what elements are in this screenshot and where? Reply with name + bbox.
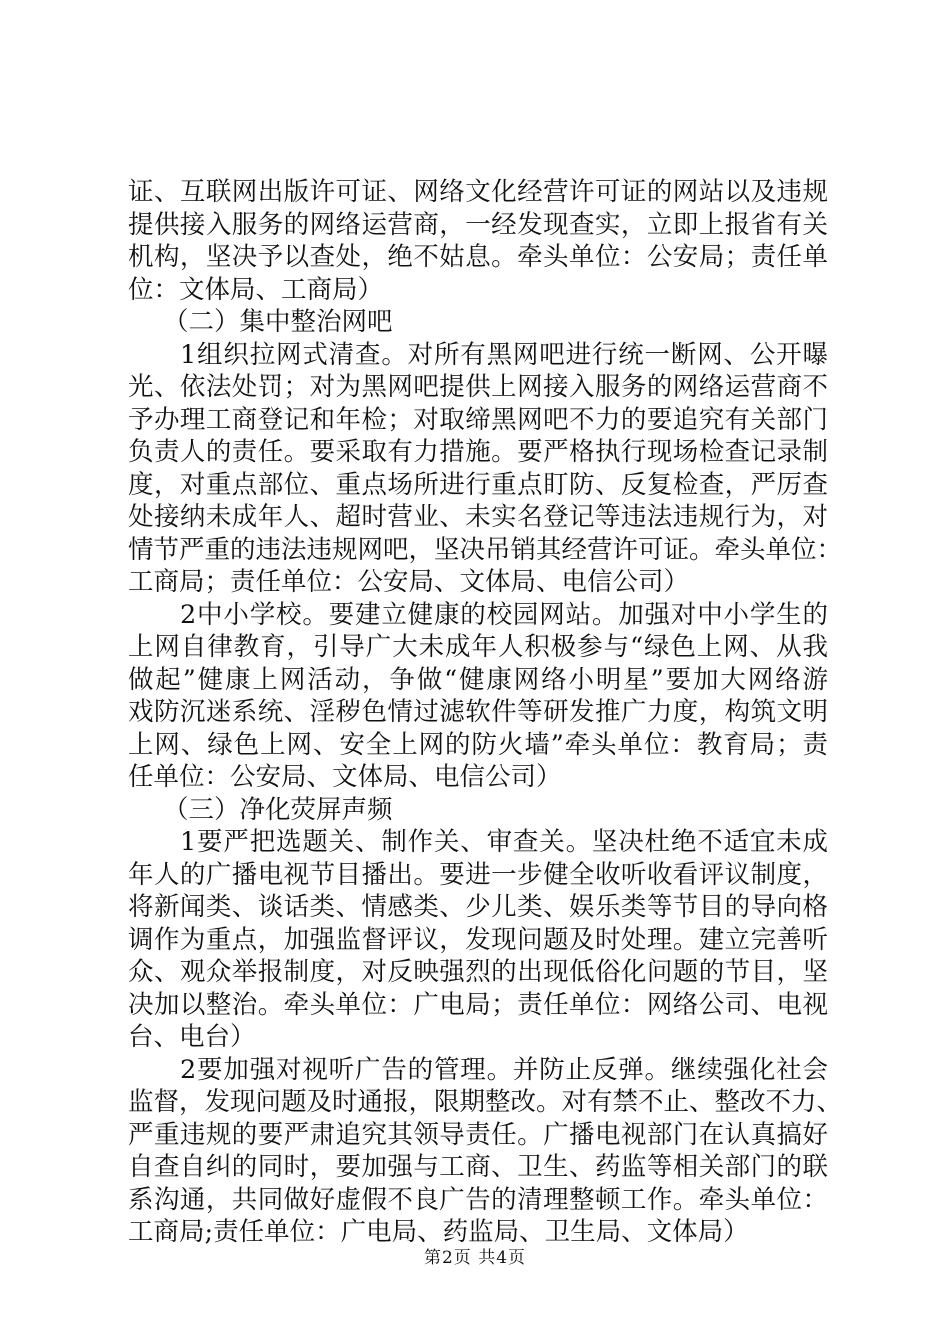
text-line: 决加以整治。牵头单位：广电局；责任单位：网络公司、电视 — [128, 989, 828, 1020]
text-line: 监督，发现问题及时通报，限期整改。对有禁不止、整改不力、 — [128, 1087, 843, 1117]
text-line: 工商局；责任单位：公安局、文体局、电信公司） — [128, 567, 690, 597]
text-line: 工商局;责任单位：广电局、药监局、卫生局、文体局） — [128, 1217, 749, 1247]
text-line: 2中小学校。要建立健康的校园网站。加强对中小学生的 — [180, 599, 828, 630]
text-line: 证、互联网出版许可证、网络文化经营许可证的网站以及违规 — [128, 177, 828, 207]
text-line: 上网自律教育，引导广大未成年人积极参与“绿色上网、从我 — [128, 632, 828, 662]
text-line: 机构，坚决予以查处，绝不姑息。牵头单位：公安局；责任单 — [128, 242, 828, 272]
text-line: 位：文体局、工商局） — [128, 274, 384, 305]
text-line: 1要严把选题关、制作关、审查关。坚决杜绝不适宜未成 — [180, 827, 828, 857]
text-line: 度，对重点部位、重点场所进行重点盯防、反复检查，严厉查 — [128, 469, 828, 500]
text-line: 自查自纠的同时，要加强与工商、卫生、药监等相关部门的联 — [128, 1152, 828, 1182]
text-line: 上网、绿色上网、安全上网的防火墙”牵头单位：教育局；责 — [128, 729, 828, 760]
text-line: 予办理工商登记和年检；对取缔黑网吧不力的要追究有关部门 — [128, 404, 828, 435]
section-heading: （三）净化荧屏声频 — [163, 794, 393, 825]
text-line: 任单位：公安局、文体局、电信公司） — [128, 762, 562, 792]
text-line: 年人的广播电视节目播出。要进一步健全收听收看评议制度， — [128, 859, 828, 890]
section-heading: （二）集中整治网吧 — [163, 307, 393, 337]
page-number-footer: 第2页 共4页 — [423, 1248, 527, 1268]
text-line: 做起”健康上网活动，争做“健康网络小明星”要加大网络游 — [128, 664, 828, 695]
text-line: 戏防沉迷系统、淫秽色情过滤软件等研发推广力度，构筑文明 — [128, 697, 828, 727]
text-line: 提供接入服务的网络运营商，一经发现查实，立即上报省有关 — [128, 209, 828, 240]
text-line: 调作为重点，加强监督评议，发现问题及时处理。建立完善听 — [128, 924, 828, 955]
text-line: 2要加强对视听广告的管理。并防止反弹。继续强化社会 — [180, 1054, 828, 1085]
text-line: 处接纳未成年人、超时营业、未实名登记等违法违规行为，对 — [128, 502, 828, 532]
text-line: 光、依法处罚；对为黑网吧提供上网接入服务的网络运营商不 — [128, 372, 828, 402]
text-line: 系沟通，共同做好虚假不良广告的清理整顿工作。牵头单位： — [128, 1184, 828, 1215]
document-body — [128, 176, 843, 1249]
text-line: 严重违规的要严肃追究其领导责任。广播电视部门在认真搞好 — [128, 1119, 828, 1150]
text-line: 将新闻类、谈话类、情感类、少儿类、娱乐类等节目的导向格 — [128, 892, 828, 922]
text-line: 情节严重的违法违规网吧，坚决吊销其经营许可证。牵头单位： — [128, 534, 843, 565]
text-line: 众、观众举报制度，对反映强烈的出现低俗化问题的节目，坚 — [128, 957, 828, 987]
text-line: 负责人的责任。要采取有力措施。要严格执行现场检查记录制 — [128, 437, 828, 467]
text-line: 台、电台） — [128, 1022, 256, 1052]
text-line: 1组织拉网式清查。对所有黑网吧进行统一断网、公开曝 — [180, 339, 828, 370]
